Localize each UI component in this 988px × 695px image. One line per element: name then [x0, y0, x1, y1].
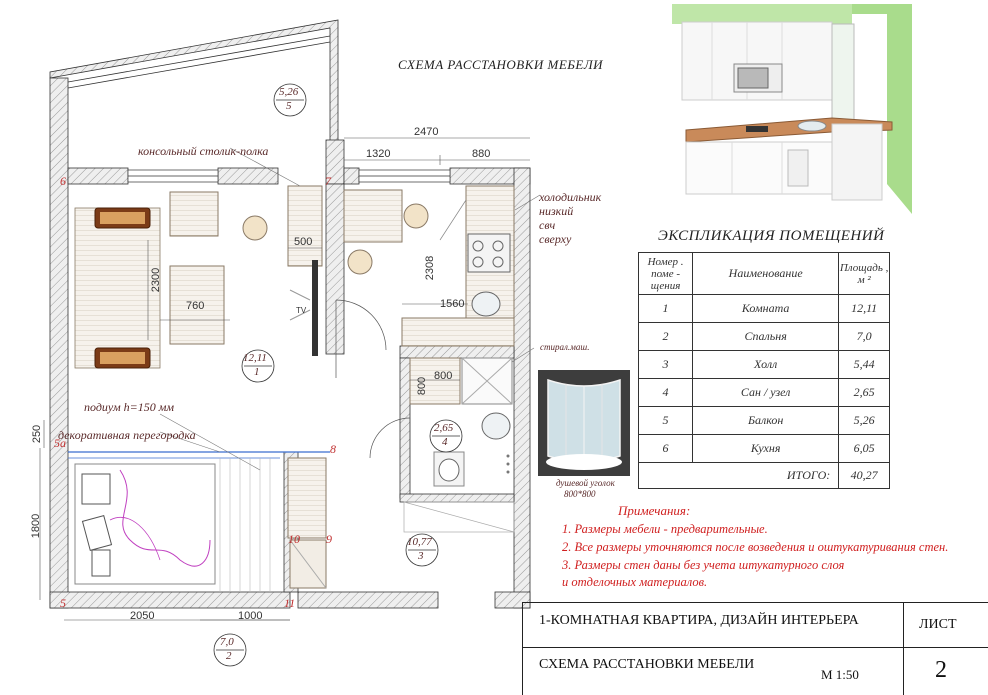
dim-2050: 2050 — [130, 610, 155, 622]
explication-table — [638, 252, 890, 489]
room-num-3: 3 — [418, 550, 424, 562]
total-label: ИТОГО: — [639, 463, 839, 489]
dim-880: 880 — [472, 148, 491, 160]
row-area: 6,05 — [839, 435, 890, 463]
room-area-2: 7,0 — [220, 636, 234, 648]
row-name: Кухня — [693, 435, 839, 463]
fridge-label-2: низкий — [539, 204, 574, 218]
room-num-4: 4 — [442, 436, 448, 448]
room-num-1: 1 — [254, 366, 260, 378]
washer-label: стирал.маш. — [540, 342, 590, 352]
shower-label-2: 800*800 — [564, 489, 596, 499]
hall-items — [404, 502, 514, 532]
note-2: 2. Все размеры уточняются после возведения и оштукатуривания стен. — [562, 540, 949, 554]
row-num: 6 — [639, 435, 693, 463]
fridge-label-3: свч — [539, 218, 556, 232]
title-block — [522, 602, 988, 695]
sheet-number: 2 — [935, 657, 947, 683]
table-row — [639, 351, 890, 379]
total-value: 40,27 — [839, 463, 890, 489]
room-area-5: 5,26 — [279, 86, 299, 98]
dim-1800: 1800 — [30, 513, 43, 539]
row-area: 12,11 — [839, 295, 890, 323]
row-num: 5 — [639, 407, 693, 435]
table-row — [639, 295, 890, 323]
dim-500: 500 — [294, 236, 313, 248]
row-name: Спальня — [693, 323, 839, 351]
note-4: и отделочных материалов. — [562, 575, 708, 589]
row-area: 5,44 — [839, 351, 890, 379]
shower-image — [538, 370, 630, 476]
dim-2470: 2470 — [414, 126, 439, 138]
room-num-2: 2 — [226, 650, 232, 662]
tv-label: TV — [296, 306, 307, 315]
col-name: Наименование — [693, 253, 839, 295]
total-row — [639, 463, 890, 489]
row-num: 3 — [639, 351, 693, 379]
fridge-label-1: холодильник — [539, 190, 602, 204]
col-num: Номер . поме - щения — [639, 253, 693, 295]
room-area-1: 12,11 — [243, 352, 267, 364]
living-room-furniture — [75, 186, 322, 368]
note-1: 1. Размеры мебели - предварительные. — [562, 522, 768, 536]
explication-header-row — [639, 253, 890, 295]
row-area: 7,0 — [839, 323, 890, 351]
row-name: Сан / узел — [693, 379, 839, 407]
row-name: Холл — [693, 351, 839, 379]
row-num: 4 — [639, 379, 693, 407]
bedroom — [68, 452, 330, 592]
point-9: 9 — [326, 532, 332, 546]
dim-760: 760 — [186, 300, 205, 312]
dim-2308: 2308 — [424, 255, 437, 281]
sheet-title: СХЕМА РАССТАНОВКИ МЕБЕЛИ — [539, 657, 755, 672]
table-row — [639, 323, 890, 351]
room-area-4: 2,65 — [434, 422, 454, 434]
point-5: 5 — [60, 596, 66, 610]
title-block-divider — [523, 647, 988, 648]
dim-250: 250 — [31, 424, 44, 444]
podium-label: подиум h=150 мм — [84, 400, 175, 414]
row-area: 5,26 — [839, 407, 890, 435]
note-3: 3. Размеры стен даны без учета штукатурного слоя — [562, 558, 845, 572]
fridge-label-4: сверху — [539, 232, 572, 246]
point-11: 11 — [284, 596, 296, 610]
title-block-vdivider — [903, 603, 904, 695]
dim-800-a: 800 — [434, 370, 453, 382]
point-8: 8 — [330, 442, 336, 456]
partition-label: декоративная перегородка — [58, 428, 196, 442]
room-area-3: 10,77 — [407, 536, 432, 548]
row-area: 2,65 — [839, 379, 890, 407]
point-5a: 5а — [54, 436, 66, 450]
dim-2300: 2300 — [150, 267, 163, 293]
dim-800-b: 800 — [416, 376, 429, 396]
dim-1320: 1320 — [366, 148, 391, 160]
table-row — [639, 379, 890, 407]
table-row — [639, 407, 890, 435]
point-7: 7 — [325, 174, 331, 188]
dim-1000: 1000 — [238, 610, 263, 622]
drawing-title: СХЕМА РАССТАНОВКИ МЕБЕЛИ — [398, 57, 604, 72]
row-num: 2 — [639, 323, 693, 351]
shower-label-1: душевой уголок — [556, 478, 615, 488]
notes-heading: Примечания: — [618, 503, 691, 518]
row-num: 1 — [639, 295, 693, 323]
row-name: Комната — [693, 295, 839, 323]
point-10: 10 — [288, 532, 300, 546]
scale: М 1:50 — [821, 667, 859, 682]
sheet-label: ЛИСТ — [919, 617, 957, 632]
explication-title: ЭКСПЛИКАЦИЯ ПОМЕЩЕНИЙ — [658, 228, 885, 244]
dim-1560: 1560 — [440, 298, 465, 310]
kitchen-render — [672, 4, 912, 214]
row-name: Балкон — [693, 407, 839, 435]
room-num-5: 5 — [286, 100, 292, 112]
point-6: 6 — [60, 174, 66, 188]
table-row — [639, 435, 890, 463]
console-label: консольный столик-полка — [138, 144, 269, 158]
col-area: Площадь , м ² — [839, 253, 890, 295]
project-title: 1-КОМНАТНАЯ КВАРТИРА, ДИЗАЙН ИНТЕРЬЕРА — [539, 613, 859, 628]
